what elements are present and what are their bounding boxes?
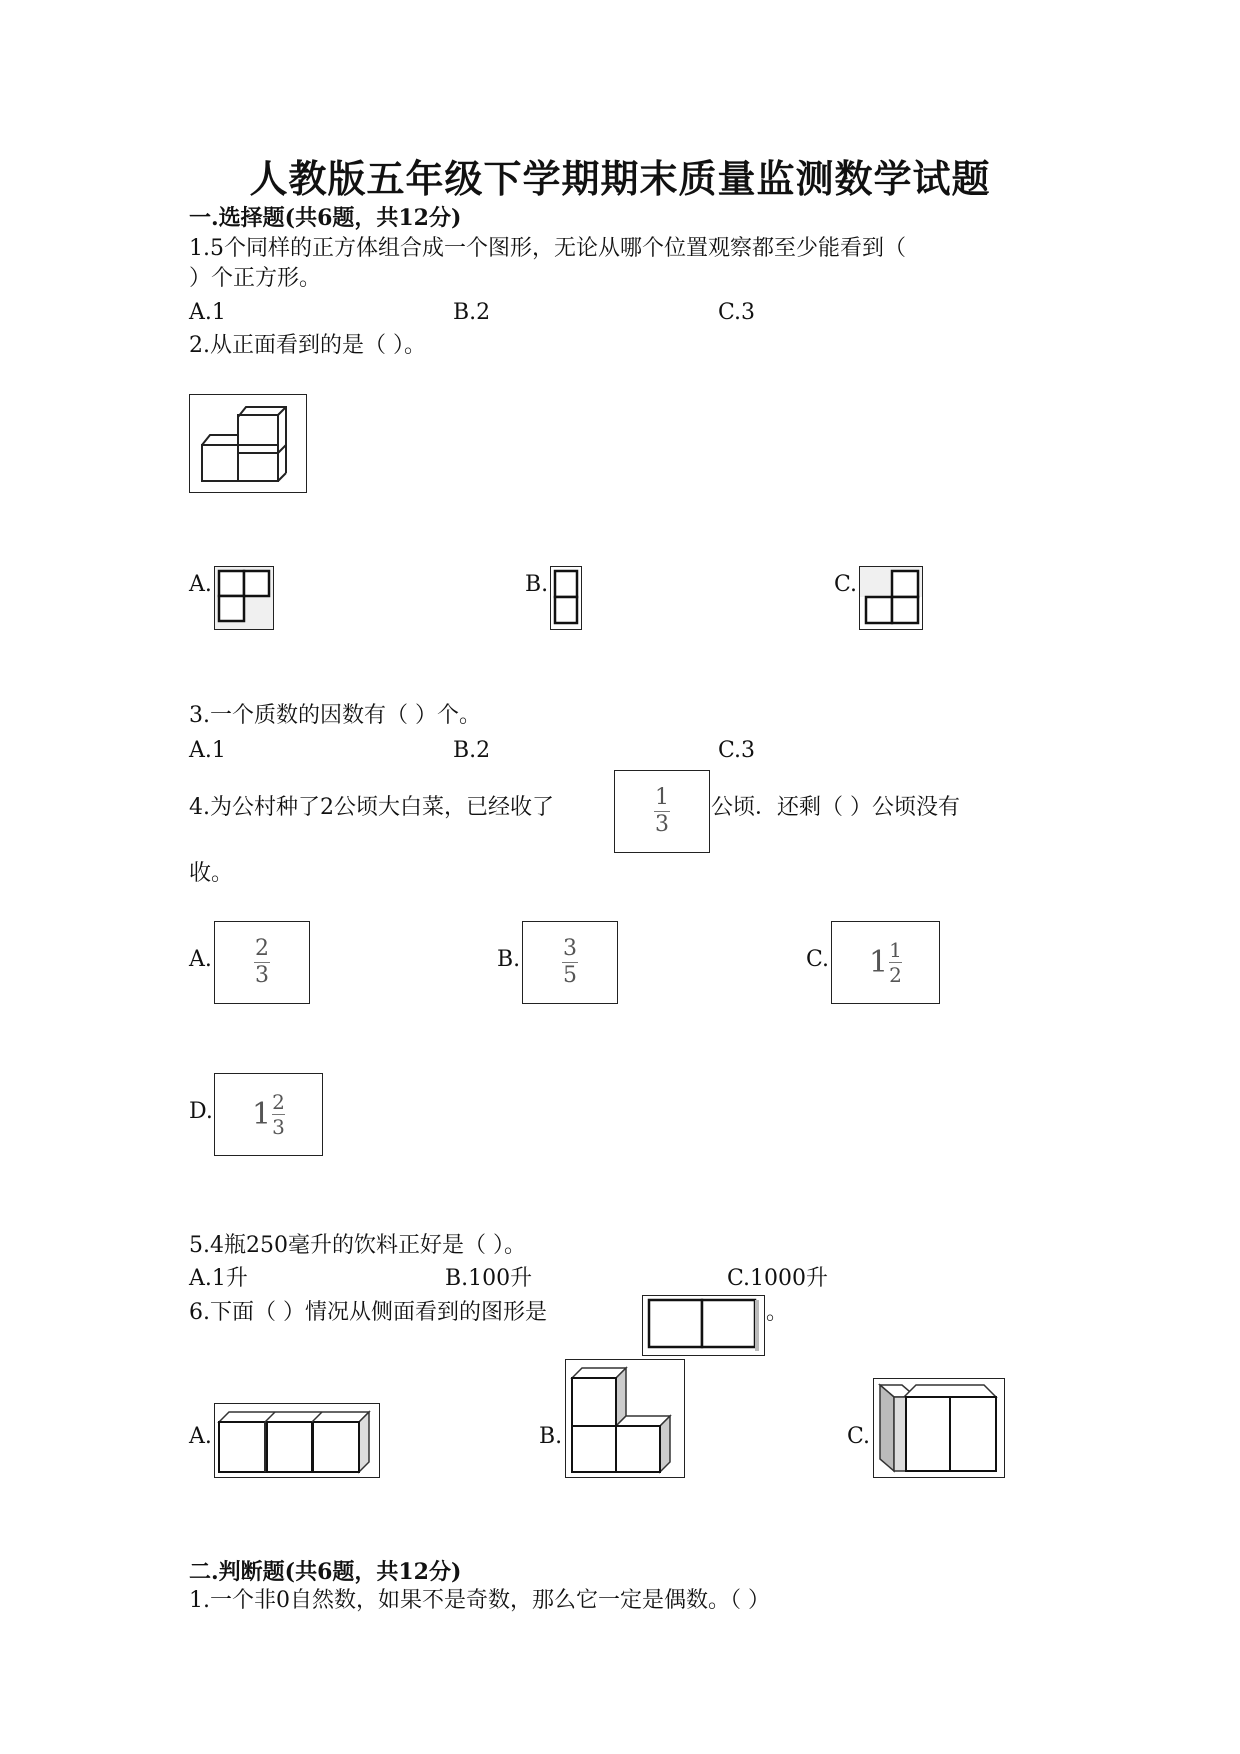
- q4-option-b-numerator: 3: [563, 936, 577, 961]
- q1-option-c[interactable]: C.3: [718, 300, 756, 325]
- q2-cube-figure: [189, 394, 307, 493]
- q4-option-d-whole: 1: [251, 1097, 272, 1132]
- q6-option-c[interactable]: C.: [847, 1424, 871, 1449]
- q4-option-d-numerator: 2: [272, 1090, 285, 1114]
- s2-q1-stem: 1.一个非0自然数，如果不是奇数，那么它一定是偶数。（ ）: [189, 1588, 770, 1613]
- q4-option-c-whole: 1: [868, 945, 889, 980]
- q6-option-a-figure[interactable]: [214, 1403, 380, 1478]
- q5-stem: 5.4瓶250毫升的饮料正好是（ ）。: [189, 1233, 526, 1258]
- q5-option-c[interactable]: C.1000升: [727, 1266, 829, 1291]
- q4-option-d-value[interactable]: [214, 1073, 323, 1156]
- q2-option-b[interactable]: B.: [525, 572, 549, 597]
- q5-option-b[interactable]: B.100升: [445, 1266, 533, 1291]
- q3-option-a[interactable]: A.1: [189, 738, 226, 763]
- q4-stem-fraction-numerator: 1: [655, 785, 669, 810]
- q4-option-c-value[interactable]: [831, 921, 940, 1004]
- q4-stem-part2: 公顷．还剩（ ）公顷没有: [711, 795, 960, 820]
- q4-option-a-value[interactable]: [214, 921, 310, 1004]
- q1-option-b[interactable]: B.2: [453, 300, 491, 325]
- q6-stem-part2: 。: [766, 1300, 789, 1325]
- q2-stem: 2.从正面看到的是（ ）。: [189, 333, 426, 358]
- page-title: 人教版五年级下学期期末质量监测数学试题: [249, 156, 991, 201]
- q4-stem-part1: 4.为公村种了2公顷大白菜，已经收了: [189, 795, 554, 820]
- q4-option-b-denominator: 5: [563, 963, 577, 988]
- q2-option-a[interactable]: A.: [189, 572, 212, 597]
- q4-option-c-denominator: 2: [889, 963, 902, 987]
- q6-option-b-figure[interactable]: [565, 1359, 685, 1478]
- q4-option-a-denominator: 3: [255, 963, 269, 988]
- section-heading-choice: 一.选择题(共6题，共12分): [189, 205, 462, 231]
- q4-stem-part3: 收。: [189, 861, 234, 886]
- q2-option-c-figure[interactable]: [859, 566, 923, 630]
- q1-stem-line2: ）个正方形。: [189, 266, 322, 291]
- q3-option-c[interactable]: C.3: [718, 738, 756, 763]
- q4-option-a[interactable]: A.: [189, 947, 212, 972]
- q5-option-a[interactable]: A.1升: [189, 1266, 248, 1291]
- q4-stem-fraction-denominator: 3: [655, 812, 669, 837]
- q4-stem-fraction: [614, 770, 710, 853]
- q6-side-view-figure: [642, 1295, 765, 1356]
- q6-option-c-figure[interactable]: [873, 1378, 1005, 1478]
- q4-option-d-denominator: 3: [272, 1115, 285, 1139]
- q3-option-b[interactable]: B.2: [453, 738, 491, 763]
- q6-stem-part1: 6.下面（ ）情况从侧面看到的图形是: [189, 1300, 547, 1325]
- q4-option-b-value[interactable]: [522, 921, 618, 1004]
- q3-stem: 3.一个质数的因数有（ ）个。: [189, 703, 481, 728]
- q1-option-a[interactable]: A.1: [189, 300, 226, 325]
- q1-stem-line1: 1.5个同样的正方体组合成一个图形，无论从哪个位置观察都至少能看到（: [189, 236, 906, 261]
- q4-option-c[interactable]: C.: [806, 947, 830, 972]
- q6-option-b[interactable]: B.: [539, 1424, 563, 1449]
- q2-option-c[interactable]: C.: [834, 572, 858, 597]
- section-heading-judgement: 二.判断题(共6题，共12分): [189, 1559, 462, 1585]
- q4-option-a-numerator: 2: [255, 936, 269, 961]
- q4-option-c-numerator: 1: [889, 938, 902, 962]
- q6-option-a[interactable]: A.: [189, 1424, 212, 1449]
- q2-option-b-figure[interactable]: [550, 566, 582, 630]
- q2-option-a-figure[interactable]: [214, 566, 274, 630]
- q4-option-d[interactable]: D.: [189, 1099, 213, 1124]
- q4-option-b[interactable]: B.: [497, 947, 521, 972]
